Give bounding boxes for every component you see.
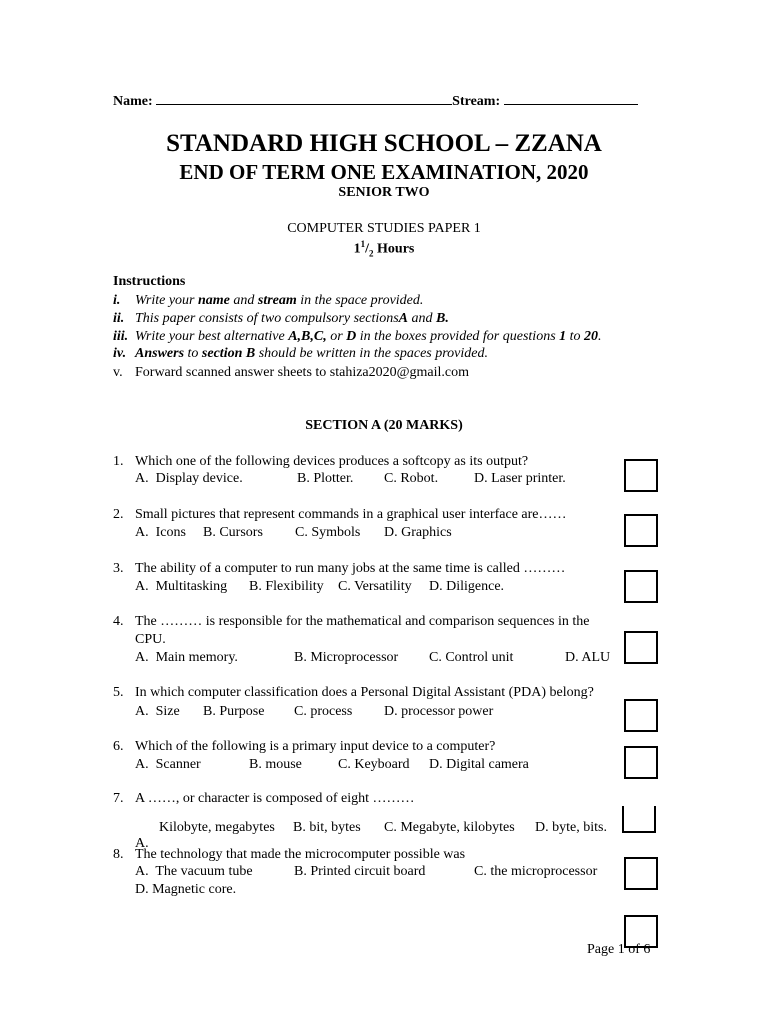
- option-c: C. Megabyte, kilobytes: [384, 820, 515, 835]
- instruction-item: iii. Write your best alternative A,B,C, or D in the boxes provided for questions 1 to 20.: [113, 329, 602, 344]
- option-d: D. Magnetic core.: [135, 882, 237, 897]
- option-b: B. Printed circuit board: [294, 864, 426, 879]
- answer-box-5[interactable]: [624, 699, 658, 732]
- option-b: B. Flexibility: [249, 579, 324, 594]
- option-d: D. Graphics: [384, 525, 452, 540]
- option-c: C. Robot.: [384, 471, 439, 486]
- option-a: A. Multitasking: [135, 579, 228, 594]
- answer-box-7[interactable]: [622, 806, 656, 833]
- option-b: B. Purpose: [203, 704, 265, 719]
- instruction-item: iv. Answers to section B should be written in the spaces provided.: [113, 346, 488, 361]
- option-b: B. Microprocessor: [294, 650, 399, 665]
- instruction-item: ii. This paper consists of two compulsory sectionsA and B.: [113, 311, 449, 326]
- option-c: C. Symbols: [295, 525, 361, 540]
- option-c: C. process: [294, 704, 353, 719]
- question-2: 2. Small pictures that represent commands in a graphical user interface are……: [113, 507, 567, 522]
- option-a: A. Main memory.: [135, 650, 238, 665]
- name-blank[interactable]: [156, 92, 452, 105]
- option-c: C. the microprocessor: [474, 864, 598, 879]
- option-a: Kilobyte, megabytes: [159, 820, 275, 835]
- duration-unit: Hours: [377, 241, 415, 257]
- answer-box-3[interactable]: [624, 570, 658, 603]
- option-d: D. Digital camera: [429, 757, 529, 772]
- option-a: A. Display device.: [135, 471, 243, 486]
- question-4-continued: CPU.: [135, 632, 166, 647]
- option-b: B. mouse: [249, 757, 302, 772]
- answer-box-4[interactable]: [624, 631, 658, 664]
- question-3: 3. The ability of a computer to run many jobs at the same time is called ………: [113, 561, 566, 576]
- option-a: A. The vacuum tube: [135, 864, 253, 879]
- option-d: D. ALU: [565, 650, 611, 665]
- question-6: 6. Which of the following is a primary input device to a computer?: [113, 739, 496, 754]
- duration: $1^1/_2$ Hours: [353, 239, 415, 259]
- school-name: STANDARD HIGH SCHOOL – ZZANA: [166, 130, 602, 157]
- question-1: 1. Which one of the following devices produces a softcopy as its output?: [113, 454, 529, 469]
- question-7: 7. A ……, or character is composed of eight ………: [113, 791, 415, 806]
- paper-title: COMPUTER STUDIES PAPER 1: [287, 221, 481, 236]
- class-title: SENIOR TWO: [338, 185, 430, 200]
- exam-title: END OF TERM ONE EXAMINATION, 2020: [179, 160, 589, 184]
- name-label: Name:: [113, 94, 153, 109]
- option-b: B. bit, bytes: [293, 820, 361, 835]
- stream-label: Stream:: [452, 94, 501, 109]
- answer-box-8[interactable]: [624, 857, 658, 890]
- page-number: Page 1 of 6: [587, 942, 651, 957]
- option-c: C. Control unit: [429, 650, 514, 665]
- option-a: A. Icons: [135, 525, 186, 540]
- option-c: C. Versatility: [338, 579, 412, 594]
- section-a-heading: SECTION A (20 MARKS): [305, 418, 463, 433]
- instruction-item: v. Forward scanned answer sheets to stahiza2020@gmail.com: [113, 365, 470, 380]
- option-c: C. Keyboard: [338, 757, 410, 772]
- duration-whole: 1: [353, 241, 361, 257]
- question-5: 5. In which computer classification does a Personal Digital Assistant (PDA) belong?: [113, 685, 594, 700]
- duration-num: 1: [360, 239, 366, 249]
- name-stream-line: [113, 92, 638, 110]
- option-d: D. processor power: [384, 704, 494, 719]
- question-8: 8. The technology that made the microcomputer possible was: [113, 847, 466, 862]
- question-4: 4. The ……… is responsible for the mathematical and comparison sequences in the: [113, 614, 590, 629]
- answer-box-1[interactable]: [624, 459, 658, 492]
- option-a: A. Size: [135, 704, 180, 719]
- stream-blank[interactable]: [504, 92, 638, 105]
- option-b: B. Cursors: [203, 525, 263, 540]
- duration-den: 2: [369, 248, 374, 259]
- answer-box-6[interactable]: [624, 746, 658, 779]
- answer-box-2[interactable]: [624, 514, 658, 547]
- option-d: D. byte, bits.: [535, 820, 607, 835]
- option-a-label: A.: [135, 836, 149, 851]
- option-b: B. Plotter.: [297, 471, 354, 486]
- instruction-item: i. Write your name and stream in the space provided.: [113, 293, 424, 308]
- instructions-heading: Instructions: [113, 274, 186, 289]
- option-a: A. Scanner: [135, 757, 201, 772]
- option-d: D. Laser printer.: [474, 471, 566, 486]
- option-d: D. Diligence.: [429, 579, 505, 594]
